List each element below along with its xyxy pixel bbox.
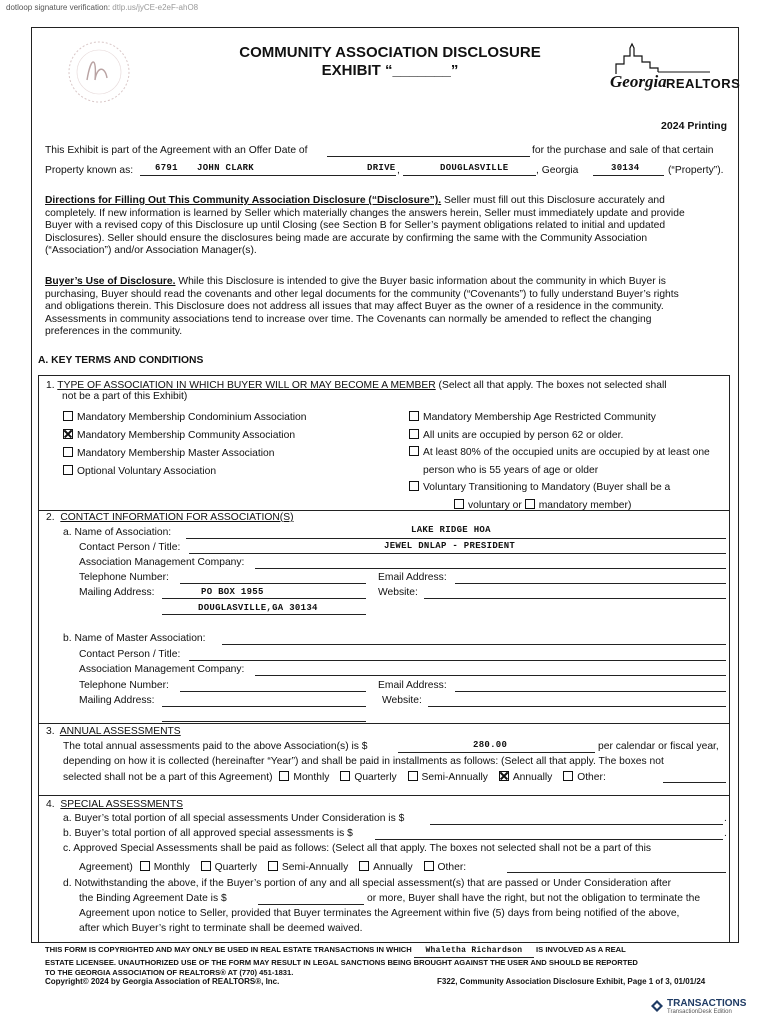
checked-checkbox-icon[interactable]	[499, 771, 509, 781]
management-label: Association Management Company:	[79, 557, 245, 568]
option-label: Mandatory Membership Age Restricted Community	[423, 412, 656, 423]
checkbox-icon[interactable]	[201, 861, 211, 871]
title-line: COMMUNITY ASSOCIATION DISCLOSURE	[239, 44, 541, 61]
termination-text: d. Notwithstanding the above, if the Buyer’s portion of any and all special assessment(s) that are passed or Under Consideration after	[63, 878, 672, 889]
option-label: Voluntary Transitioning to Mandatory (Buyer shall be a	[423, 482, 671, 493]
other-label: Other:	[577, 772, 606, 783]
licensee-name[interactable]: Whaletha Richardson	[414, 946, 534, 958]
footer-text: IS INVOLVED AS A REAL	[536, 945, 626, 954]
checkbox-icon[interactable]	[359, 861, 369, 871]
annual-amount[interactable]: 280.00	[473, 740, 508, 750]
printing-year: 2024 Printing	[661, 120, 727, 132]
option-voluntary[interactable]	[63, 463, 307, 481]
item1-heading	[46, 380, 726, 402]
period: .	[724, 828, 727, 839]
property-end: (“Property”).	[668, 165, 724, 176]
termination-amount-field[interactable]	[258, 904, 364, 905]
buyers-use-line: preferences in the community.	[45, 326, 183, 337]
master-phone-label: Telephone Number:	[79, 680, 169, 691]
property-street-field[interactable]	[140, 175, 396, 176]
option-community[interactable]	[63, 427, 307, 445]
master-contact-label: Contact Person / Title:	[79, 649, 181, 660]
checkbox-icon[interactable]	[409, 446, 419, 456]
management-field[interactable]	[255, 568, 726, 569]
footer-line-2: ESTATE LICENSEE. UNAUTHORIZED USE OF THE FORM MAY RESULT IN LEGAL SANCTIONS BEING BROUGHT AGAINST THE USER AND SHOULD BE REPORTED	[45, 957, 638, 967]
logo-script: Georgia	[610, 72, 667, 91]
comma: ,	[397, 165, 400, 176]
installment-options	[63, 771, 606, 783]
property-label: Property known as:	[45, 165, 134, 176]
directions-line: Buyer with a revised copy of this Disclosure up until Closing (see Section B for Seller’s payment obligations related to initial and updated	[45, 220, 666, 231]
email-label: Email Address:	[378, 572, 447, 583]
option-condominium[interactable]	[63, 409, 307, 427]
exhibit-line: EXHIBIT “_______”	[321, 62, 459, 79]
option-label: At least 80% of the occupied units are occupied by at least one	[423, 447, 710, 458]
checkbox-icon[interactable]	[408, 771, 418, 781]
street-type[interactable]: DRIVE	[367, 163, 396, 173]
annual-period-text: per calendar or fiscal year,	[598, 741, 719, 752]
mail-field[interactable]	[162, 598, 366, 599]
option-master[interactable]	[63, 445, 307, 463]
termination-text-2: or more, Buyer shall have the right, but not the obligation to terminate the	[367, 893, 701, 904]
master-email-field[interactable]	[455, 691, 726, 692]
offer-date-label: This Exhibit is part of the Agreement with an Offer Date of	[45, 145, 308, 156]
master-website-label: Website:	[382, 695, 422, 706]
buyers-use-paragraph	[45, 276, 725, 339]
option-label: Mandatory Membership Community Association	[77, 430, 296, 441]
item1-left-options	[63, 409, 307, 481]
option-transitioning[interactable]	[409, 479, 729, 497]
contact-label: Contact Person / Title:	[79, 542, 181, 553]
master-phone-field[interactable]	[180, 691, 366, 692]
special-consideration-field[interactable]	[430, 824, 723, 825]
website-label: Website:	[378, 587, 418, 598]
checkbox-icon[interactable]	[63, 465, 73, 475]
divider	[38, 795, 729, 796]
footer-line-3: TO THE GEORGIA ASSOCIATION OF REALTORS® AT (770) 451-1831.	[45, 968, 294, 977]
buyers-use-line: Assessments in community associations tend to increase over time. The Covenants can normally be amended to reflect the changing	[45, 313, 652, 325]
quarterly-label: Quarterly	[214, 862, 257, 873]
association-name-field[interactable]	[186, 538, 726, 539]
special-consideration-label: a. Buyer’s total portion of all special assessments Under Consideration is $	[63, 813, 405, 824]
member-type-options	[409, 497, 729, 515]
association-name[interactable]: LAKE RIDGE HOA	[411, 525, 491, 535]
item4-title: SPECIAL ASSESSMENTS	[60, 799, 183, 810]
directions-line: Seller must fill out this Disclosure accurately and	[441, 195, 665, 206]
phone-label: Telephone Number:	[79, 572, 169, 583]
checkbox-icon[interactable]	[409, 429, 419, 439]
state: , Georgia	[536, 165, 579, 176]
copyright: Copyright© 2024 by Georgia Association of REALTORS®, Inc.	[45, 977, 280, 986]
mandatory-label: mandatory member)	[538, 499, 632, 511]
contact-field[interactable]	[189, 553, 726, 554]
master-name-field[interactable]	[222, 644, 726, 645]
quarterly-label: Quarterly	[354, 772, 397, 783]
master-management-field[interactable]	[255, 675, 726, 676]
other-field[interactable]	[663, 782, 726, 783]
special-paid-text: c. Approved Special Assessments shall be paid as follows: (Select all that apply. The boxes not selected shall not be a part of this	[63, 843, 652, 854]
option-label: Optional Voluntary Association	[77, 466, 217, 477]
divider	[38, 723, 729, 724]
semi-annually-label: Semi-Annually	[281, 862, 349, 873]
option-label-cont: person who is 55 years of age or older	[423, 464, 599, 476]
brand-name: TRANSACTIONS	[667, 998, 747, 1009]
directions-line: (“Association”) and/or Association Manager(s).	[45, 245, 257, 256]
monthly-label: Monthly	[153, 862, 190, 873]
checkbox-icon[interactable]	[268, 861, 278, 871]
option-label: All units are occupied by person 62 or older.	[423, 429, 624, 441]
mail-line-1[interactable]: PO BOX 1955	[201, 587, 264, 597]
georgia-realtors-logo	[610, 42, 741, 102]
checkbox-icon[interactable]	[454, 499, 464, 509]
master-mail-field[interactable]	[162, 706, 366, 707]
termination-text-4: after which Buyer’s right to terminate shall be deemed waived.	[79, 923, 363, 934]
item2-heading	[46, 512, 294, 523]
period: .	[724, 813, 727, 824]
master-name-label: b. Name of Master Association:	[63, 633, 206, 644]
item4-number: 4.	[46, 799, 55, 810]
item2-title: CONTACT INFORMATION FOR ASSOCIATION(S)	[60, 512, 294, 523]
copyright-notice	[45, 945, 735, 979]
item1-number: 1.	[46, 380, 55, 391]
annual-amount-label: The total annual assessments paid to the above Association(s) is $	[63, 741, 368, 752]
directions-heading: Directions for Filling Out This Community Association Disclosure (“Disclosure”).	[45, 195, 442, 206]
mail-label: Mailing Address:	[79, 587, 155, 598]
website-field[interactable]	[424, 598, 726, 599]
termination-amount-label: the Binding Agreement Date is $	[79, 893, 227, 904]
signature-stamp-icon	[63, 36, 135, 108]
checkbox-icon[interactable]	[340, 771, 350, 781]
checkbox-icon[interactable]	[409, 411, 419, 421]
checked-checkbox-icon[interactable]	[63, 429, 73, 439]
special-other-field[interactable]	[507, 872, 726, 873]
footer-text: THIS FORM IS COPYRIGHTED AND MAY ONLY BE USED IN REAL ESTATE TRANSACTIONS IN WHICH	[45, 945, 412, 954]
special-approved-field[interactable]	[375, 839, 723, 840]
item3-title: ANNUAL ASSESSMENTS	[59, 726, 181, 737]
verification-link[interactable]: dtlp.us/jyCE-e2eF-ahO8	[112, 3, 199, 12]
skyline-icon	[610, 42, 730, 76]
city-field[interactable]	[403, 175, 536, 176]
annually-label: Annually	[373, 862, 413, 873]
directions-line: completely. If new information is learned by Seller which materially changes the answers herein, Seller must immediately update and provide	[45, 207, 685, 219]
footer-line-1	[45, 945, 735, 958]
semi-annually-label: Semi-Annually	[421, 772, 488, 783]
voluntary-label: voluntary or	[468, 499, 522, 511]
brand-sub: TransactionDesk Edition	[667, 1009, 732, 1015]
special-approved-label: b. Buyer’s total portion of all approved special assessments is $	[63, 828, 353, 839]
buyers-use-heading: Buyer’s Use of Disclosure.	[45, 276, 176, 287]
termination-text-3: Agreement upon notice to Seller, provided that Buyer terminates the Agreement within five (5) days from being notified of the above,	[79, 908, 680, 919]
item4-heading	[46, 799, 183, 810]
master-website-field[interactable]	[428, 706, 726, 707]
form-id: F322, Community Association Disclosure Exhibit, Page 1 of 3, 01/01/24	[437, 977, 706, 986]
association-name-label: a. Name of Association:	[63, 527, 172, 538]
item2-number: 2.	[46, 512, 55, 523]
buyers-use-line: purchasing, Buyer should read the covenants and other legal documents for the community (“Covenants”) to fully understand Buyer’s rights	[45, 288, 679, 300]
master-email-label: Email Address:	[378, 680, 447, 691]
annually-label: Annually	[512, 772, 553, 783]
option-label: Mandatory Membership Condominium Association	[77, 412, 307, 423]
option-80-percent[interactable]	[409, 444, 729, 462]
checkbox-icon[interactable]	[424, 861, 434, 871]
logo-text: REALTORS	[666, 76, 741, 91]
zip-field[interactable]	[593, 175, 664, 176]
transactions-icon	[650, 999, 664, 1013]
item1-note2: not be a part of this Exhibit)	[62, 391, 188, 402]
directions-paragraph	[45, 195, 725, 258]
item3-heading	[46, 726, 181, 737]
other-label: Other:	[437, 862, 467, 873]
form-title	[200, 44, 580, 80]
buyers-use-line: While this Disclosure is intended to give the Buyer basic information about the community in which Buyer is	[175, 276, 666, 287]
checkbox-icon[interactable]	[563, 771, 573, 781]
item1-note: (Select all that apply. The boxes not selected shall	[435, 380, 667, 391]
verification-line	[6, 3, 198, 12]
checkbox-icon[interactable]	[525, 499, 535, 509]
offer-date-field[interactable]	[327, 156, 530, 157]
agreement-label: Agreement)	[79, 862, 133, 873]
checkbox-icon[interactable]	[279, 771, 289, 781]
master-contact-field[interactable]	[189, 660, 726, 661]
city[interactable]: DOUGLASVILLE	[440, 163, 509, 173]
installments-note: selected shall not be a part of this Agreement)	[63, 772, 273, 783]
mail-line-2[interactable]: DOUGLASVILLE,GA 30134	[198, 603, 318, 613]
section-a-heading: A. KEY TERMS AND CONDITIONS	[38, 355, 204, 366]
email-field[interactable]	[455, 583, 726, 584]
checkbox-icon[interactable]	[140, 861, 150, 871]
directions-line: Disclosures). Seller should ensure the disclosures being made are accurate by confirming the same with the Community Association	[45, 232, 648, 244]
street-name[interactable]: JOHN CLARK	[197, 163, 255, 173]
option-62-older[interactable]	[409, 427, 729, 445]
checkbox-icon[interactable]	[63, 447, 73, 457]
verification-label: dotloop signature verification:	[6, 3, 111, 12]
item1-right-options	[409, 409, 729, 514]
contact-person[interactable]: JEWEL DNLAP - PRESIDENT	[384, 541, 516, 551]
option-label: Mandatory Membership Master Association	[77, 448, 275, 459]
monthly-label: Monthly	[293, 772, 330, 783]
checkbox-icon[interactable]	[63, 411, 73, 421]
item1-title: TYPE OF ASSOCIATION IN WHICH BUYER WILL OR MAY BECOME A MEMBER	[57, 380, 436, 391]
item3-number: 3.	[46, 726, 55, 737]
option-age-restricted[interactable]	[409, 409, 729, 427]
annual-amount-field[interactable]	[398, 752, 595, 753]
master-management-label: Association Management Company:	[79, 664, 245, 675]
purchase-text: for the purchase and sale of that certain	[532, 145, 714, 156]
special-options	[79, 861, 466, 873]
installments-text: depending on how it is collected (hereinafter “Year”) and shall be paid in installments as follows: (Select all that apply. The boxes not	[63, 756, 664, 767]
master-mail-field-2[interactable]	[162, 721, 366, 722]
buyers-use-line: and obligations therein. This Disclosure does not address all issues that may affect Buyer as the owner of a residence in the community.	[45, 301, 664, 312]
phone-field[interactable]	[180, 583, 366, 584]
mail-field-2[interactable]	[162, 614, 366, 615]
checkbox-icon[interactable]	[409, 481, 419, 491]
zip[interactable]: 30134	[611, 163, 640, 173]
street-number[interactable]: 6791	[155, 163, 178, 173]
master-mail-label: Mailing Address:	[79, 695, 155, 706]
